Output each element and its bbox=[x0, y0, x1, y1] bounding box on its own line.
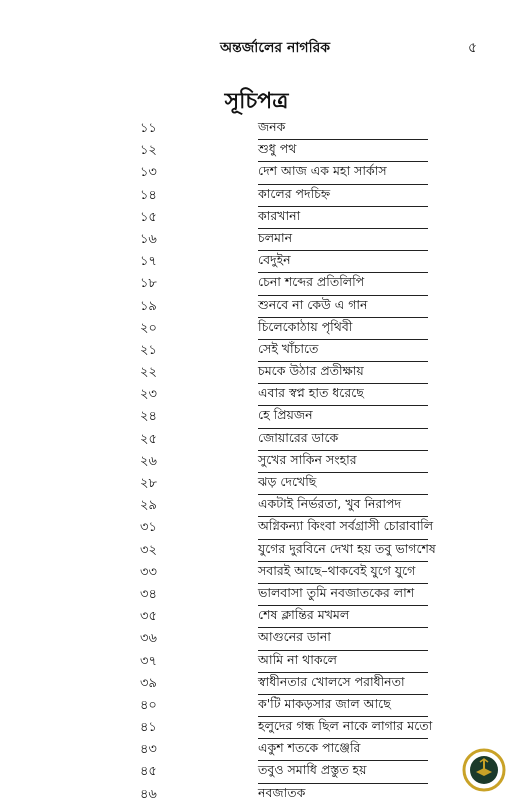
toc-entry-title: তবুও সমাধি প্রস্তুত হয় bbox=[258, 762, 367, 778]
page-number: ৫ bbox=[468, 40, 478, 56]
toc-entry-title: একটাই নির্ভরতা, খুব নিরাপদ bbox=[258, 496, 402, 512]
toc-entry-page: ৩৪ bbox=[140, 586, 157, 602]
toc-entry-title: দেশ আজ এক মহা সার্কাস bbox=[258, 163, 387, 179]
toc-entry bbox=[140, 540, 436, 562]
toc-entry-page: ১৬ bbox=[140, 231, 157, 247]
toc-entry-page: ১১ bbox=[140, 121, 157, 136]
toc-entry bbox=[140, 761, 428, 783]
toc-entry-page: ৩২ bbox=[140, 542, 157, 558]
toc-entry-page: ২২ bbox=[140, 365, 157, 381]
toc-entry-title: এবার স্বপ্ন হাত ধরেছে bbox=[258, 385, 364, 401]
toc-entry-title: আগুনের ডানা bbox=[258, 629, 331, 645]
toc-entry bbox=[140, 406, 428, 428]
toc-entry-title: জোয়ারের ডাকে bbox=[258, 429, 339, 445]
toc-entry-page: ২৫ bbox=[140, 431, 157, 447]
toc-entry bbox=[140, 695, 428, 717]
publisher-logo-icon bbox=[462, 748, 506, 792]
toc-entry-title: আমি না থাকলে bbox=[258, 651, 337, 667]
toc-entry-page: ২৩ bbox=[140, 387, 157, 403]
toc-entry-title: চিলেকোঠায় পৃথিবী bbox=[258, 318, 353, 334]
toc-entry-title: হে প্রিয়জন bbox=[258, 407, 313, 423]
toc-entry bbox=[140, 717, 433, 739]
toc-entry bbox=[140, 296, 428, 318]
toc-entry bbox=[140, 162, 428, 184]
toc-entry bbox=[140, 517, 434, 539]
toc-entry-title: শুনবে না কেউ এ গান bbox=[258, 296, 368, 312]
toc-entry-title: শেষ ক্লান্তির মখমল bbox=[258, 607, 350, 623]
toc-entry-page: ৪৬ bbox=[140, 786, 157, 802]
toc-entry-page: ২৯ bbox=[140, 498, 157, 514]
toc-entry bbox=[140, 651, 428, 673]
toc-entry-title: জনক bbox=[258, 119, 286, 134]
toc-entry-page: ৩৬ bbox=[140, 631, 157, 647]
toc-entry-title: কালের পদচিহ্ন bbox=[258, 185, 331, 201]
toc-entry-title: কারখানা bbox=[258, 207, 301, 223]
toc-entry-page: ৩৯ bbox=[140, 675, 157, 691]
toc-entry bbox=[140, 784, 428, 805]
toc-entry-title: হলুদের গন্ধ ছিল নাকে লাগার মতো bbox=[258, 718, 433, 734]
toc-entry bbox=[140, 495, 428, 517]
toc-entry-page: ৪১ bbox=[140, 720, 157, 736]
toc-entry-page: ১৪ bbox=[140, 187, 157, 203]
toc-entry-title: একুশ শতকে পাঞ্জেরি bbox=[258, 740, 361, 756]
toc-entry-title: ঝড় দেখেছি bbox=[258, 474, 317, 489]
toc-entry bbox=[140, 229, 428, 251]
toc-entry-page: ৩৫ bbox=[140, 609, 157, 625]
toc-entry-title: ভালবাসা তুমি নবজাতকের লাশ bbox=[258, 584, 415, 600]
toc-entry-title: যুগের দুরবিনে দেখা হয় তবু ভাগশেষ bbox=[258, 540, 436, 556]
toc-entry-page: ২০ bbox=[140, 320, 157, 336]
toc-entry-title: চলমান bbox=[258, 229, 293, 245]
toc-entry-page: ৪৩ bbox=[140, 742, 157, 758]
toc-entry-page: ১৫ bbox=[140, 209, 157, 225]
toc-entry-title: স্বাধীনতার খোলসে পরাধীনতা bbox=[258, 673, 405, 689]
toc-entry bbox=[140, 207, 428, 229]
toc-entry bbox=[140, 628, 428, 650]
toc-entry-title: চেনা শব্দের প্রতিলিপি bbox=[258, 274, 365, 290]
toc-entry-page: ৪০ bbox=[140, 697, 157, 713]
toc-entry-title: শুধু পথ bbox=[258, 141, 297, 157]
toc-entry-page: ১৮ bbox=[140, 276, 157, 292]
toc-entry-page: ৩১ bbox=[140, 520, 157, 536]
toc-entry-title: সবারই আছে–থাকবেই যুগে যুগে bbox=[258, 562, 416, 578]
toc-entry bbox=[140, 118, 428, 140]
toc-entry-page: ৪৫ bbox=[140, 764, 157, 780]
running-title: অন্তর্জালের নাগরিক bbox=[220, 40, 331, 56]
toc-entry-page: ২১ bbox=[140, 342, 157, 358]
toc-entry-page: ১৯ bbox=[140, 298, 157, 314]
toc-entry-page: ১৩ bbox=[140, 165, 157, 181]
toc-entry-title: অগ্নিকন্যা কিংবা সর্বগ্রাসী চোরাবালি bbox=[258, 518, 434, 534]
toc-entry bbox=[140, 340, 428, 362]
table-of-contents bbox=[0, 118, 513, 805]
toc-entry-page: ২৬ bbox=[140, 453, 157, 469]
toc-entry-title: ক'টি মাকড়সার জাল আছে bbox=[258, 695, 391, 711]
page-header bbox=[0, 36, 513, 56]
toc-entry-page: ১৭ bbox=[140, 254, 157, 270]
toc-entry-title: নবজাতক bbox=[258, 784, 306, 800]
toc-heading: সূচিপত্র bbox=[224, 88, 289, 114]
toc-entry bbox=[140, 273, 428, 295]
toc-entry bbox=[140, 362, 428, 384]
toc-entry bbox=[140, 673, 428, 695]
toc-entry-page: ৩৭ bbox=[140, 653, 157, 669]
toc-entry-title: সুখের সাকিন সংহার bbox=[258, 451, 357, 467]
toc-entry bbox=[140, 739, 428, 761]
toc-entry-page: ৩৩ bbox=[140, 564, 157, 580]
toc-entry bbox=[140, 251, 428, 273]
toc-entry bbox=[140, 185, 428, 207]
toc-entry-title: বেদুইন bbox=[258, 252, 291, 268]
toc-entry bbox=[140, 318, 428, 340]
toc-entry bbox=[140, 384, 428, 406]
toc-entry bbox=[140, 473, 428, 495]
toc-entry bbox=[140, 140, 428, 162]
toc-entry bbox=[140, 606, 428, 628]
toc-entry-page: ১২ bbox=[140, 143, 157, 159]
toc-entry-page: ২৮ bbox=[140, 476, 157, 491]
toc-entry-title: চমকে উঠার প্রতীক্ষায় bbox=[258, 363, 364, 379]
toc-entry bbox=[140, 451, 428, 473]
toc-entry-title: সেই খাঁচাতে bbox=[258, 340, 319, 356]
toc-entry bbox=[140, 429, 428, 451]
toc-entry bbox=[140, 562, 428, 584]
toc-entry-page: ২৪ bbox=[140, 409, 157, 425]
toc-entry bbox=[140, 584, 428, 606]
